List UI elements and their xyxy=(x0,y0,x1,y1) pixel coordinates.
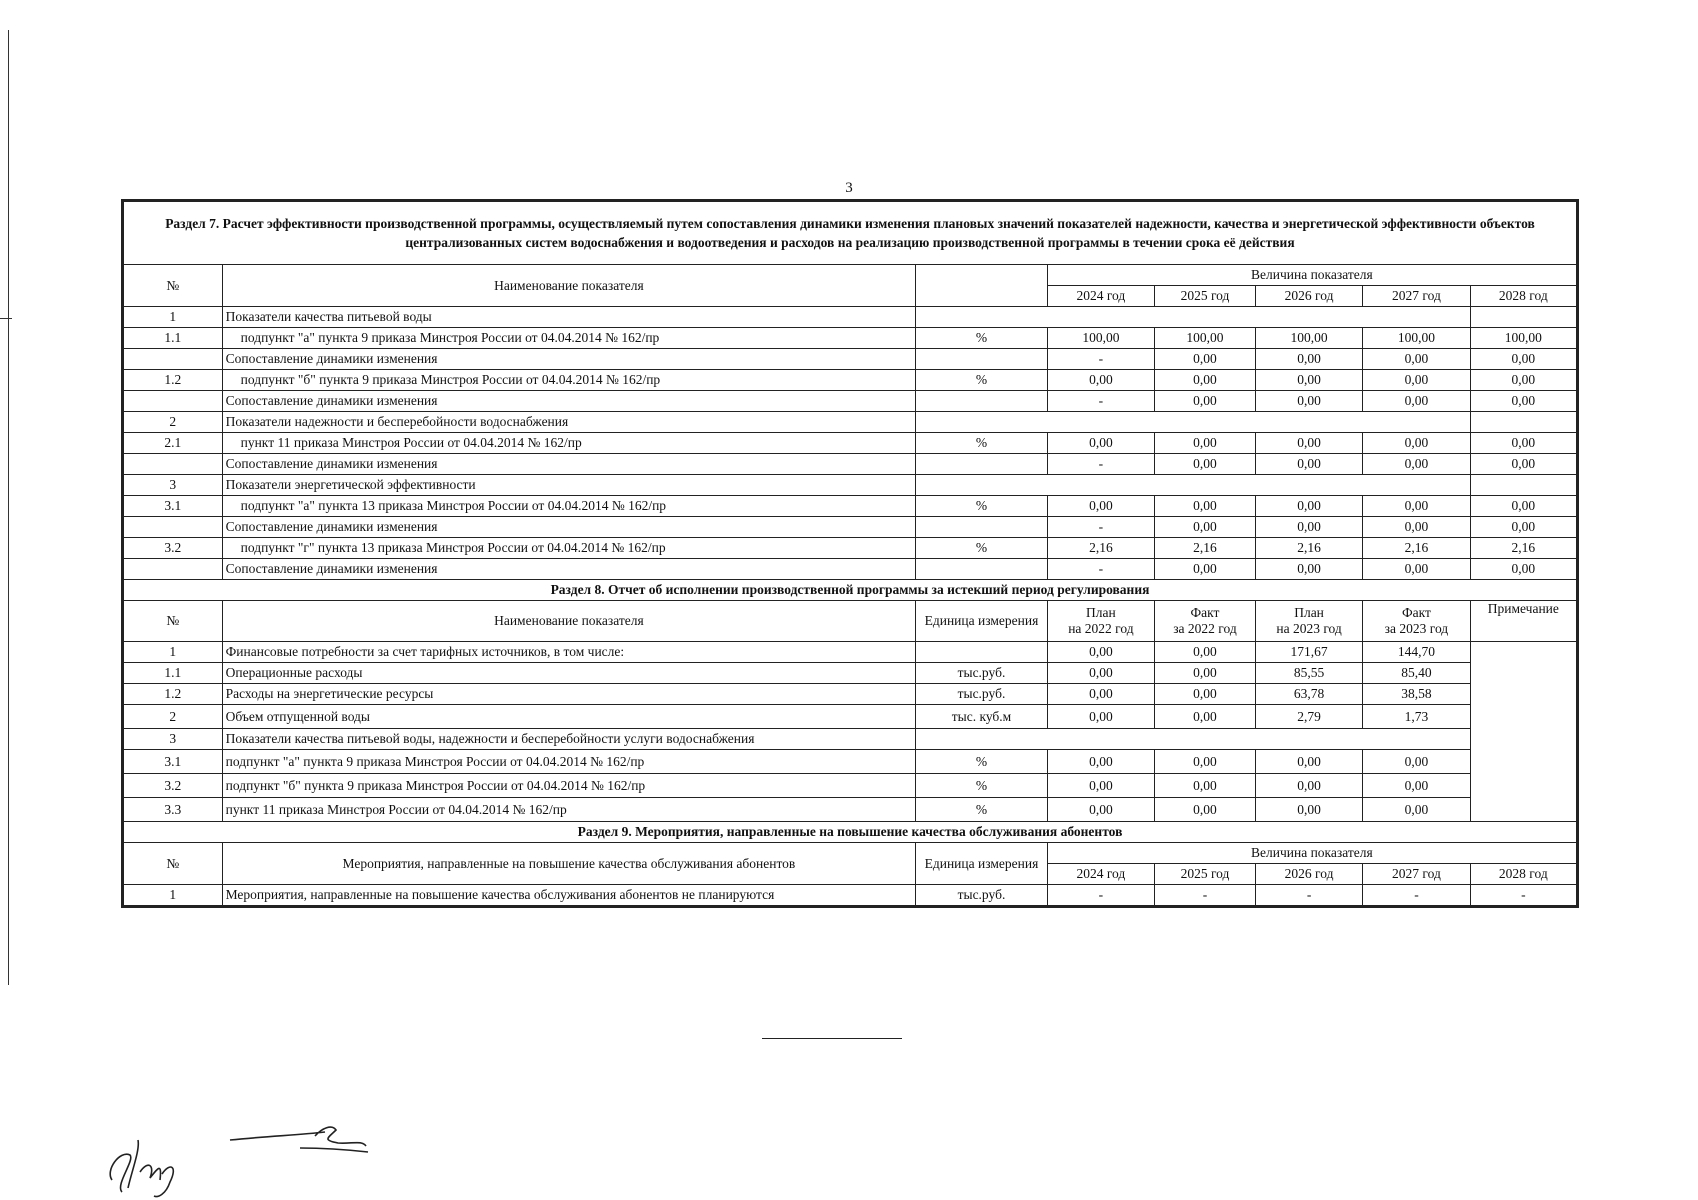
row-value: 0,00 xyxy=(1363,433,1470,454)
section7-title-row xyxy=(124,202,1577,265)
row-value: 0,00 xyxy=(1047,774,1154,798)
section9-title: Раздел 9. Мероприятия, направленные на повышение качества обслуживания абонентов xyxy=(124,822,1577,843)
section8-row xyxy=(124,774,1577,798)
row-number: 3.2 xyxy=(124,774,223,798)
row-value: 0,00 xyxy=(1363,559,1470,580)
row-value: 0,00 xyxy=(1363,750,1470,774)
section8-row xyxy=(124,705,1577,729)
row-value: 0,00 xyxy=(1255,349,1362,370)
row-name: Сопоставление динамики изменения xyxy=(222,391,916,412)
row-unit xyxy=(916,391,1047,412)
end-separator-line xyxy=(762,1038,902,1039)
period-line-1: План xyxy=(1086,605,1116,620)
row-value: 0,00 xyxy=(1047,705,1154,729)
section7-row xyxy=(124,517,1577,538)
section8-row xyxy=(124,663,1577,684)
row-value: - xyxy=(1047,454,1154,475)
row-value: 0,00 xyxy=(1470,559,1576,580)
section7-year: 2026 год xyxy=(1255,286,1362,307)
section7-year: 2027 год xyxy=(1363,286,1470,307)
handwritten-signature xyxy=(100,1110,420,1200)
section9-header-row-1 xyxy=(124,843,1577,864)
section9-col-unit: Единица измерения xyxy=(916,843,1047,885)
row-group-fill xyxy=(916,475,1470,496)
row-value: 0,00 xyxy=(1155,370,1256,391)
row-name: Показатели надежности и бесперебойности водоснабжения xyxy=(222,412,916,433)
section8-col-period xyxy=(1363,601,1470,642)
section7-row xyxy=(124,454,1577,475)
page-number: 3 xyxy=(845,180,853,196)
row-name: Мероприятия, направленные на повышение качества обслуживания абонентов не планируются xyxy=(222,885,916,906)
row-number: 1.2 xyxy=(124,684,223,705)
row-value: 38,58 xyxy=(1363,684,1470,705)
section8-row xyxy=(124,729,1577,750)
row-value: - xyxy=(1470,885,1576,906)
row-number: 3.3 xyxy=(124,798,223,822)
section9-col-value: Величина показателя xyxy=(1047,843,1576,864)
row-value: 0,00 xyxy=(1255,798,1362,822)
row-value: 0,00 xyxy=(1255,496,1362,517)
section7-row xyxy=(124,328,1577,349)
period-line-2: на 2023 год xyxy=(1276,621,1342,636)
row-number: 3 xyxy=(124,729,223,750)
row-number xyxy=(124,517,223,538)
row-value: 0,00 xyxy=(1155,705,1256,729)
section7-col-unit xyxy=(916,265,1047,307)
row-value: 0,00 xyxy=(1155,750,1256,774)
period-line-2: на 2022 год xyxy=(1068,621,1134,636)
document-table-frame xyxy=(121,199,1579,908)
row-value: 0,00 xyxy=(1155,433,1256,454)
row-number xyxy=(124,454,223,475)
row-value: 0,00 xyxy=(1155,559,1256,580)
row-value: 100,00 xyxy=(1470,328,1576,349)
row-number: 2 xyxy=(124,705,223,729)
row-value: 100,00 xyxy=(1255,328,1362,349)
row-name: Показатели качества питьевой воды, надежности и бесперебойности услуги водоснабжения xyxy=(222,729,916,750)
row-unit: % xyxy=(916,370,1047,391)
section7-row xyxy=(124,538,1577,559)
row-value: 0,00 xyxy=(1155,798,1256,822)
row-value: 0,00 xyxy=(1155,684,1256,705)
row-value: 0,00 xyxy=(1155,642,1256,663)
row-value: 0,00 xyxy=(1047,750,1154,774)
row-unit: % xyxy=(916,798,1047,822)
row-unit xyxy=(916,642,1047,663)
row-name: Сопоставление динамики изменения xyxy=(222,454,916,475)
section8-col-period xyxy=(1047,601,1154,642)
row-value: 0,00 xyxy=(1470,349,1576,370)
row-value: - xyxy=(1155,885,1256,906)
row-value: 0,00 xyxy=(1255,517,1362,538)
row-number: 1 xyxy=(124,885,223,906)
section9-title-row xyxy=(124,822,1577,843)
row-unit: тыс.руб. xyxy=(916,885,1047,906)
section7-year: 2025 год xyxy=(1155,286,1256,307)
row-value: 0,00 xyxy=(1255,559,1362,580)
section7-row xyxy=(124,370,1577,391)
row-unit: % xyxy=(916,496,1047,517)
row-unit: тыс. куб.м xyxy=(916,705,1047,729)
section8-header-row xyxy=(124,601,1577,642)
row-name: подпункт "а" пункта 9 приказа Минстроя России от 04.04.2014 № 162/пр xyxy=(222,750,916,774)
section8-row xyxy=(124,642,1577,663)
row-value: 0,00 xyxy=(1047,684,1154,705)
row-number: 2.1 xyxy=(124,433,223,454)
row-unit: % xyxy=(916,538,1047,559)
row-unit: тыс.руб. xyxy=(916,663,1047,684)
row-value: 0,00 xyxy=(1363,774,1470,798)
row-number: 1.1 xyxy=(124,663,223,684)
section7-year: 2028 год xyxy=(1470,286,1576,307)
period-line-2: за 2023 год xyxy=(1384,621,1449,636)
row-unit: % xyxy=(916,328,1047,349)
row-value: - xyxy=(1047,391,1154,412)
row-group-fill xyxy=(916,307,1470,328)
row-name: пункт 11 приказа Минстроя России от 04.04.2014 № 162/пр xyxy=(222,798,916,822)
row-group-fill xyxy=(916,729,1470,750)
section7-col-value: Величина показателя xyxy=(1047,265,1576,286)
row-name: пункт 11 приказа Минстроя России от 04.04.2014 № 162/пр xyxy=(222,433,916,454)
row-value: 2,16 xyxy=(1047,538,1154,559)
row-value: 0,00 xyxy=(1255,370,1362,391)
row-value: 100,00 xyxy=(1363,328,1470,349)
row-value: 0,00 xyxy=(1155,517,1256,538)
section7-row xyxy=(124,496,1577,517)
row-name: подпункт "б" пункта 9 приказа Минстроя России от 04.04.2014 № 162/пр xyxy=(222,774,916,798)
row-value: 85,40 xyxy=(1363,663,1470,684)
row-value: 0,00 xyxy=(1047,370,1154,391)
row-value: 0,00 xyxy=(1470,370,1576,391)
section8-col-name: Наименование показателя xyxy=(222,601,916,642)
report-table xyxy=(123,201,1577,906)
section7-row xyxy=(124,559,1577,580)
row-value: 0,00 xyxy=(1155,496,1256,517)
section9-year: 2025 год xyxy=(1155,864,1256,885)
row-value: 1,73 xyxy=(1363,705,1470,729)
row-value: 0,00 xyxy=(1047,663,1154,684)
row-name: подпункт "а" пункта 9 приказа Минстроя России от 04.04.2014 № 162/пр xyxy=(222,328,916,349)
row-value: 0,00 xyxy=(1470,454,1576,475)
row-value: 0,00 xyxy=(1470,433,1576,454)
row-value: 85,55 xyxy=(1255,663,1362,684)
row-value: 0,00 xyxy=(1470,517,1576,538)
row-number xyxy=(124,391,223,412)
row-value: - xyxy=(1255,885,1362,906)
section8-col-unit: Единица измерения xyxy=(916,601,1047,642)
section7-row xyxy=(124,391,1577,412)
section7-col-name: Наименование показателя xyxy=(222,265,916,307)
row-value: 0,00 xyxy=(1047,798,1154,822)
section8-col-period xyxy=(1155,601,1256,642)
section7-year: 2024 год xyxy=(1047,286,1154,307)
row-value: 100,00 xyxy=(1047,328,1154,349)
row-value xyxy=(1470,307,1576,328)
row-value: - xyxy=(1363,885,1470,906)
row-unit: тыс.руб. xyxy=(916,684,1047,705)
section9-col-no: № xyxy=(124,843,223,885)
row-name: Объем отпущенной воды xyxy=(222,705,916,729)
section7-row xyxy=(124,307,1577,328)
row-value: 0,00 xyxy=(1363,517,1470,538)
row-name: Расходы на энергетические ресурсы xyxy=(222,684,916,705)
row-unit xyxy=(916,454,1047,475)
row-value xyxy=(1470,475,1576,496)
row-name: подпункт "а" пункта 13 приказа Минстроя России от 04.04.2014 № 162/пр xyxy=(222,496,916,517)
section9-col-name: Мероприятия, направленные на повышение качества обслуживания абонентов xyxy=(222,843,916,885)
section8-col-period xyxy=(1255,601,1362,642)
left-margin-tick xyxy=(0,318,12,319)
row-value: 0,00 xyxy=(1255,774,1362,798)
row-value: 63,78 xyxy=(1255,684,1362,705)
row-unit: % xyxy=(916,750,1047,774)
period-line-1: План xyxy=(1294,605,1324,620)
row-value: 2,16 xyxy=(1363,538,1470,559)
section7-col-no: № xyxy=(124,265,223,307)
row-value: 0,00 xyxy=(1363,496,1470,517)
row-value: 0,00 xyxy=(1155,391,1256,412)
row-name: Показатели качества питьевой воды xyxy=(222,307,916,328)
row-value: 2,16 xyxy=(1470,538,1576,559)
row-value: 0,00 xyxy=(1255,391,1362,412)
row-number: 1 xyxy=(124,642,223,663)
row-value: 0,00 xyxy=(1255,433,1362,454)
row-number: 3.1 xyxy=(124,496,223,517)
row-value: 0,00 xyxy=(1363,454,1470,475)
section8-row xyxy=(124,684,1577,705)
row-number: 1.1 xyxy=(124,328,223,349)
section7-row xyxy=(124,412,1577,433)
row-value: 0,00 xyxy=(1363,798,1470,822)
row-value: - xyxy=(1047,559,1154,580)
row-number: 1.2 xyxy=(124,370,223,391)
section7-row xyxy=(124,433,1577,454)
row-value: 0,00 xyxy=(1155,663,1256,684)
row-unit: % xyxy=(916,433,1047,454)
row-number: 3.1 xyxy=(124,750,223,774)
section9-row xyxy=(124,885,1577,906)
row-value: 0,00 xyxy=(1470,391,1576,412)
row-group-fill xyxy=(916,412,1470,433)
row-value: 0,00 xyxy=(1363,391,1470,412)
row-value: 0,00 xyxy=(1047,496,1154,517)
row-unit xyxy=(916,517,1047,538)
row-name: Сопоставление динамики изменения xyxy=(222,517,916,538)
row-value: 0,00 xyxy=(1255,454,1362,475)
row-number xyxy=(124,349,223,370)
row-note xyxy=(1470,642,1576,822)
row-number: 3 xyxy=(124,475,223,496)
row-value: 0,00 xyxy=(1363,370,1470,391)
section8-col-note: Примечание xyxy=(1470,601,1576,642)
row-value: 171,67 xyxy=(1255,642,1362,663)
row-value: 0,00 xyxy=(1155,454,1256,475)
row-name: Финансовые потребности за счет тарифных источников, в том числе: xyxy=(222,642,916,663)
section7-row xyxy=(124,349,1577,370)
section8-col-no: № xyxy=(124,601,223,642)
row-value: 0,00 xyxy=(1047,642,1154,663)
row-name: подпункт "г" пункта 13 приказа Минстроя России от 04.04.2014 № 162/пр xyxy=(222,538,916,559)
row-value: - xyxy=(1047,885,1154,906)
row-value: 0,00 xyxy=(1155,774,1256,798)
row-number: 3.2 xyxy=(124,538,223,559)
row-number xyxy=(124,559,223,580)
row-value: 2,79 xyxy=(1255,705,1362,729)
period-line-2: за 2022 год xyxy=(1173,621,1237,636)
row-value: - xyxy=(1047,349,1154,370)
section7-row xyxy=(124,475,1577,496)
row-value: - xyxy=(1047,517,1154,538)
row-number: 1 xyxy=(124,307,223,328)
row-value: 144,70 xyxy=(1363,642,1470,663)
section8-title: Раздел 8. Отчет об исполнении производственной программы за истекший период регулирования xyxy=(124,580,1577,601)
section9-year: 2026 год xyxy=(1255,864,1362,885)
section7-header-row-1 xyxy=(124,265,1577,286)
row-name: Показатели энергетической эффективности xyxy=(222,475,916,496)
section7-title: Раздел 7. Расчет эффективности производственной программы, осуществляемый путем сопоставления динамики изменения плановых значений показателей надежности, качества и энергетической эффективности объектов централизованных систем водоснабжения и водоотведения и расходов на реализацию производственной программы в течении срока её действия xyxy=(124,202,1577,265)
row-name: подпункт "б" пункта 9 приказа Минстроя России от 04.04.2014 № 162/пр xyxy=(222,370,916,391)
row-name: Сопоставление динамики изменения xyxy=(222,559,916,580)
row-value xyxy=(1470,412,1576,433)
row-number: 2 xyxy=(124,412,223,433)
row-name: Сопоставление динамики изменения xyxy=(222,349,916,370)
row-value: 0,00 xyxy=(1255,750,1362,774)
section9-year: 2028 год xyxy=(1470,864,1576,885)
section9-year: 2027 год xyxy=(1363,864,1470,885)
row-value: 0,00 xyxy=(1363,349,1470,370)
section8-row xyxy=(124,798,1577,822)
period-line-1: Факт xyxy=(1401,605,1431,620)
left-margin-line xyxy=(8,30,9,985)
row-value: 2,16 xyxy=(1155,538,1256,559)
row-unit xyxy=(916,349,1047,370)
row-value: 0,00 xyxy=(1155,349,1256,370)
row-name: Операционные расходы xyxy=(222,663,916,684)
row-unit: % xyxy=(916,774,1047,798)
row-value: 0,00 xyxy=(1470,496,1576,517)
row-value: 100,00 xyxy=(1155,328,1256,349)
section9-year: 2024 год xyxy=(1047,864,1154,885)
row-unit xyxy=(916,559,1047,580)
row-value: 0,00 xyxy=(1047,433,1154,454)
section8-title-row xyxy=(124,580,1577,601)
section8-row xyxy=(124,750,1577,774)
period-line-1: Факт xyxy=(1190,605,1220,620)
row-value: 2,16 xyxy=(1255,538,1362,559)
